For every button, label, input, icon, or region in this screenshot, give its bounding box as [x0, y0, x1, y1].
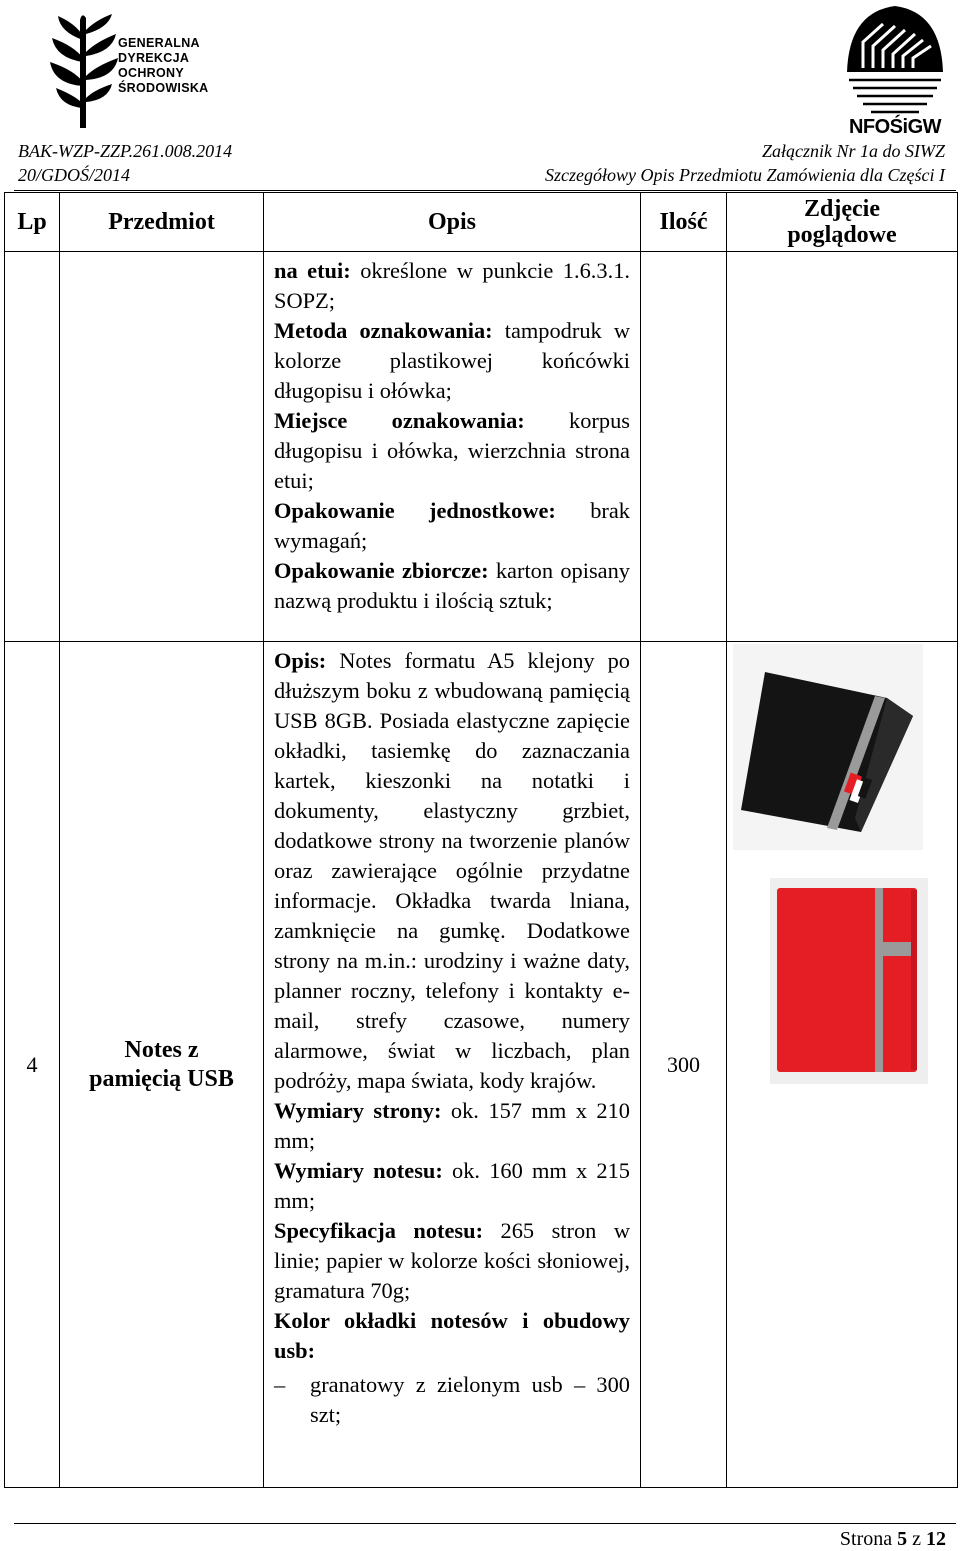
- list-item-text: granatowy z zielonym usb – 300 szt;: [310, 1372, 630, 1427]
- red-notebook-image: [770, 878, 928, 1084]
- header-rule: [14, 190, 956, 191]
- item-name-cell: Notes z pamięcią USB: [60, 642, 264, 1488]
- col-header-zdjecie: Zdjęcie poglądowe: [727, 193, 958, 252]
- photo-cell-empty: [727, 252, 958, 642]
- lp-cell: 4: [5, 642, 60, 1488]
- col-header-opis: Opis: [264, 193, 641, 252]
- col-header-przedmiot: Przedmiot: [60, 193, 264, 252]
- item-cell-empty: [60, 252, 264, 642]
- annex-line-2: Szczegółowy Opis Przedmiotu Zamówienia dla Części I: [545, 165, 945, 185]
- nfosigw-logo: [843, 2, 947, 138]
- col-header-ilosc: Ilość: [641, 193, 727, 252]
- list-dash: –: [274, 1372, 286, 1397]
- annex-line-1: Załącznik Nr 1a do SIWZ: [761, 141, 945, 161]
- document-reference: [18, 139, 232, 187]
- page-number: Strona 5 z 12: [839, 1528, 946, 1550]
- quantity-cell: 300: [641, 642, 727, 1488]
- footer-rule: [14, 1523, 956, 1524]
- description-cell: Opis: Notes formatu A5 klejony po dłuższym boku z wbudowaną pamięcią USB 8GB. Posiada elastyczne zapięcie okładki, tasiemkę do zaznaczania kartek, kieszonki na notatki i dokumenty, elastyczny grzbiet, dodatkowe strony na tworzenie planów oraz zawierające ogólnie przydatne informacje. Okładka twarda lniana, zamknięcie na gumkę. Dodatkowe strony na m.in.: urodziny i ważne daty, planner roczny, telefony i kontakty e-mail, strefy czasowe, numery alarmowe, świat w liczbach, plan podróży, mapa świata, kody krajów. Wymiary strony: ok. 157 mm x 210 mm; Wymiary notesu: ok. 160 mm x 215 mm; Specyfikacja notesu: 265 stron w linie; papier w kolorze kości słoniowej, gramatura 70g; Kolor okładki notesów i obudowy usb: – granatowy z zielonym usb – 300 szt;: [264, 642, 641, 1488]
- ref-line-1: BAK-WZP-ZZP.261.008.2014: [18, 141, 233, 161]
- qty-cell-empty: [641, 252, 727, 642]
- nfosigw-text: NFOŚiGW: [848, 116, 942, 138]
- specification-table: [4, 192, 958, 1488]
- black-notebook-image: [733, 644, 923, 850]
- lp-cell-empty: [5, 252, 60, 642]
- nfosigw-emblem-icon: [843, 2, 947, 116]
- col-header-lp: Lp: [5, 193, 60, 252]
- annex-title: [545, 139, 945, 187]
- table-row: [5, 252, 958, 642]
- notebook-photos: [727, 642, 956, 1092]
- tree-icon: [50, 10, 120, 130]
- gdos-logo: [50, 10, 209, 130]
- color-list-item: [274, 1370, 630, 1430]
- table-row: [5, 642, 958, 1488]
- description-cell: na etui: określone w punkcie 1.6.3.1. SOPZ; Metoda oznakowania: tampodruk w kolorze plastikowej końcówki długopisu i ołówka; Miejsce oznakowania: korpus długopisu i ołówka, wierzchnia strona etui; Opakowanie jednostkowe: brak wymagań; Opakowanie zbiorcze: karton opisany nazwą produktu i ilością sztuk;: [264, 252, 641, 642]
- table-header-row: [5, 193, 958, 252]
- photo-cell: [727, 642, 958, 1488]
- ref-line-2: 20/GDOŚ/2014: [18, 165, 130, 185]
- org-name: GENERALNA DYREKCJA OCHRONY ŚRODOWISKA: [118, 36, 209, 95]
